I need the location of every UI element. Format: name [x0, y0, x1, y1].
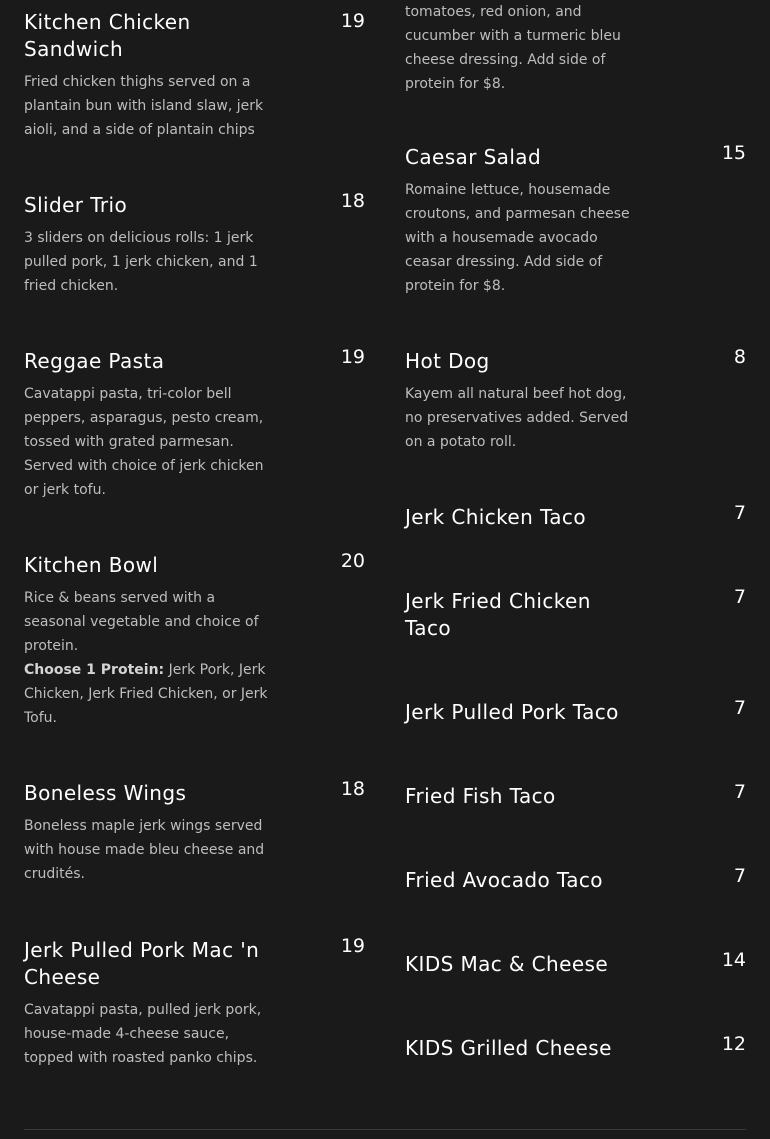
protein-choice-label: Choose 1 Protein: — [24, 662, 165, 678]
item-name: Hot Dog — [405, 349, 490, 373]
item-description: Cavatappi pasta, pulled jerk pork, house-made 4-cheese sauce, topped with roasted panko chips. — [24, 1002, 262, 1066]
menu-item — [24, 780, 365, 886]
item-name: Fried Fish Taco — [405, 784, 556, 808]
item-price: 19 — [340, 935, 365, 957]
item-description — [24, 586, 269, 730]
menu-item-continued — [405, 0, 746, 96]
menu-item — [405, 951, 746, 978]
item-description: Romaine lettuce, housemade croutons, and parmesan cheese with a housemade avocado ceasar dressing. Add side of protein for $8. — [405, 182, 630, 294]
menu-item — [405, 588, 746, 642]
item-price: 19 — [340, 346, 365, 368]
menu-item — [405, 348, 746, 454]
menu-item — [24, 552, 365, 730]
menu-item — [24, 937, 365, 1070]
item-name: Reggae Pasta — [24, 349, 165, 373]
item-price: 18 — [340, 778, 365, 800]
menu-item — [405, 783, 746, 810]
item-price: 7 — [733, 865, 746, 887]
item-name: Jerk Pulled Pork Mac 'n Cheese — [24, 938, 260, 989]
item-price: 12 — [721, 1033, 746, 1055]
item-price: 19 — [340, 10, 365, 32]
menu-item — [24, 192, 365, 298]
item-price: 20 — [340, 550, 365, 572]
item-name: Kitchen Bowl — [24, 553, 159, 577]
item-description: Boneless maple jerk wings served with house made bleu cheese and crudités. — [24, 818, 265, 882]
menu-item — [405, 1035, 746, 1062]
item-price: 8 — [733, 346, 746, 368]
item-name: Fried Avocado Taco — [405, 868, 603, 892]
section-divider — [24, 1129, 746, 1130]
protein-choice — [24, 658, 269, 730]
item-price: 7 — [733, 697, 746, 719]
item-name: Caesar Salad — [405, 145, 542, 169]
item-description-text: Rice & beans served with a seasonal vegetable and choice of protein. — [24, 590, 259, 654]
menu-item — [405, 699, 746, 726]
menu-item — [405, 144, 746, 298]
item-price: 15 — [721, 142, 746, 164]
item-name: Jerk Chicken Taco — [405, 505, 586, 529]
item-name: Boneless Wings — [24, 781, 187, 805]
item-name: Jerk Pulled Pork Taco — [405, 700, 619, 724]
item-price: 7 — [733, 586, 746, 608]
protein-choice-options: Jerk Pork, Jerk Chicken, Jerk Fried Chicken, or Jerk Tofu. — [24, 662, 268, 726]
item-description: tomatoes, red onion, and cucumber with a turmeric bleu cheese dressing. Add side of protein for $8. — [405, 4, 621, 92]
menu-item — [24, 9, 365, 142]
item-price: 18 — [340, 190, 365, 212]
item-price: 7 — [733, 502, 746, 524]
item-name: Kitchen Chicken Sandwich — [24, 10, 191, 61]
item-name: Jerk Fried Chicken Taco — [405, 589, 591, 640]
item-price: 7 — [733, 781, 746, 803]
item-description: Kayem all natural beef hot dog, no preservatives added. Served on a potato roll. — [405, 386, 629, 450]
item-name: KIDS Mac & Cheese — [405, 952, 609, 976]
item-name: KIDS Grilled Cheese — [405, 1036, 612, 1060]
menu-item — [24, 348, 365, 502]
item-name: Slider Trio — [24, 193, 128, 217]
item-description: 3 sliders on delicious rolls: 1 jerk pulled pork, 1 jerk chicken, and 1 fried chicken. — [24, 230, 258, 294]
item-description: Fried chicken thighs served on a plantain bun with island slaw, jerk aioli, and a side of plantain chips — [24, 74, 264, 138]
menu-item — [405, 504, 746, 531]
menu-item — [405, 867, 746, 894]
item-description: Cavatappi pasta, tri-color bell peppers, asparagus, pesto cream, tossed with grated parmesan. Served with choice of jerk chicken or jerk tofu. — [24, 386, 264, 498]
item-price: 14 — [721, 949, 746, 971]
